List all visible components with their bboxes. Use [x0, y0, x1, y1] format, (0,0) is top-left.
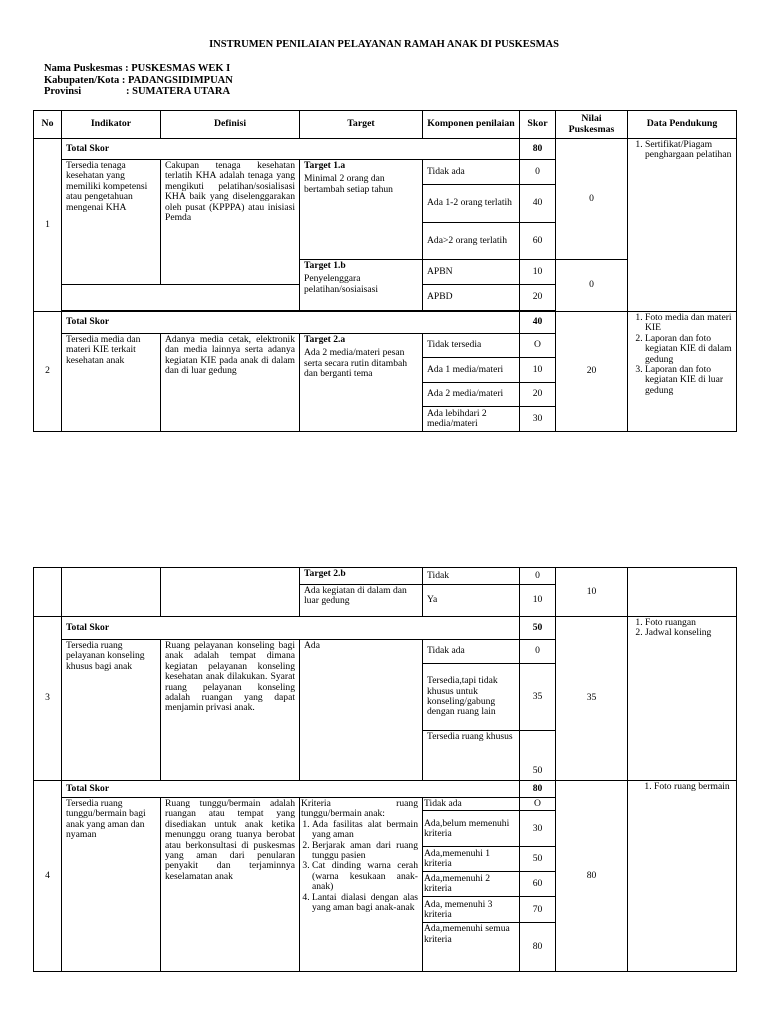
target-criteria-item: 3. Cat dinding warna cerah (warna kesukaan anak-anak)	[312, 861, 418, 892]
definisi-cell: Ruang pelayanan konseling bagi anak adalah tempat dimana kegiatan pelayanan konseling kesehatan anak dilakukan. Syarat ruang pelayanan konseling adalah ruangan yang dapat menjamin privasi anak.	[161, 640, 300, 781]
komponen-cell: Ada, memenuhi 3 kriteria	[423, 897, 520, 923]
skor-cell: 0	[520, 568, 556, 585]
komponen-cell: Ada 1-2 orang terlatih	[423, 185, 520, 223]
skor-cell: 0	[520, 640, 556, 664]
target-cell	[300, 334, 423, 432]
nilai-puskesmas: 0	[556, 260, 628, 312]
target-text: Minimal 2 orang dan bertambah setiap tahun	[304, 173, 393, 195]
total-skor-label: Total Skor	[62, 312, 520, 334]
komponen-cell: Tidak tersedia	[423, 334, 520, 358]
skor-cell: 80	[520, 923, 556, 972]
skor-cell: 50	[520, 731, 556, 781]
meta-puskesmas-label: Nama Puskesmas :	[44, 63, 129, 74]
header-indikator: Indikator	[62, 111, 161, 139]
komponen-cell: APBD	[423, 285, 520, 311]
definisi-cell: Cakupan tenaga kesehatan terlatih KHA adalah tenaga yang mengikuti pelatihan/sosialisasi KHA baik yang diselenggarakan oleh pusat (KPPPA) atau inisiasi Pemda	[161, 160, 300, 285]
skor-cell: O	[520, 334, 556, 358]
meta-provinsi-label: Provinsi	[44, 86, 82, 97]
target-title: Target 1.b	[304, 260, 346, 271]
header-pendukung: Data Pendukung	[628, 111, 737, 139]
table-row	[34, 139, 737, 160]
total-skor-value: 80	[520, 139, 556, 160]
komponen-cell: Tidak ada	[423, 798, 520, 811]
total-skor-value: 40	[520, 312, 556, 334]
table-row	[34, 312, 737, 334]
pendukung-item: 1. Foto ruangan	[645, 618, 732, 628]
target-title: Target 2.b	[300, 568, 423, 585]
nilai-puskesmas: 0	[556, 139, 628, 260]
meta-kabupaten-label: Kabupaten/Kota :	[44, 74, 126, 86]
total-skor-value: 50	[520, 617, 556, 640]
meta-kabupaten-value: PADANGSIDIMPUAN	[128, 74, 233, 86]
komponen-cell: Ada,belum memenuhi kriteria	[423, 811, 520, 847]
total-skor-label: Total Skor	[62, 781, 520, 798]
table-header-row	[34, 111, 737, 139]
meta-kabupaten	[44, 75, 233, 87]
pendukung-item: 2. Laporan dan foto kegiatan KIE di dalam gedung	[645, 334, 732, 365]
document-meta	[44, 63, 233, 98]
item-number: 2	[34, 312, 62, 432]
header-skor: Skor	[520, 111, 556, 139]
skor-cell: 60	[520, 223, 556, 260]
item-number: 1	[34, 139, 62, 312]
komponen-cell: Ada 2 media/materi	[423, 383, 520, 407]
indikator-cell	[62, 568, 161, 617]
indikator-cell: Tersedia ruang tunggu/bermain bagi anak yang aman dan nyaman	[62, 798, 161, 972]
assessment-table-part-1	[33, 110, 737, 432]
nilai-puskesmas: 80	[556, 781, 628, 972]
target-title: Target 2.a	[304, 334, 346, 345]
data-pendukung	[628, 781, 737, 972]
total-skor-value: 80	[520, 781, 556, 798]
skor-cell: 50	[520, 847, 556, 872]
empty-cell	[62, 285, 300, 311]
data-pendukung	[628, 312, 737, 432]
indikator-cell: Tersedia tenaga kesehatan yang memiliki kompetensi atau pengetahuan mengenai KHA	[62, 160, 161, 285]
table-row	[34, 617, 737, 640]
target-criteria-item: 1. Ada fasilitas alat bermain yang aman	[312, 820, 418, 841]
skor-cell: 0	[520, 160, 556, 185]
meta-puskesmas	[44, 63, 233, 75]
item-number: 4	[34, 781, 62, 972]
total-skor-label: Total Skor	[62, 139, 520, 160]
komponen-cell: Ada 1 media/materi	[423, 358, 520, 383]
definisi-cell	[161, 568, 300, 617]
data-pendukung	[628, 568, 737, 617]
target-intro: Kriteria ruang tunggu/bermain anak:	[301, 798, 418, 820]
indikator-cell: Tersedia ruang pelayanan konseling khusus bagi anak	[62, 640, 161, 781]
pendukung-item: 1. Foto ruang bermain	[654, 782, 732, 792]
skor-cell: 40	[520, 185, 556, 223]
komponen-cell: Ada,memenuhi 1 kriteria	[423, 847, 520, 872]
meta-provinsi-value: : SUMATERA UTARA	[126, 86, 231, 97]
skor-cell: 10	[520, 358, 556, 383]
item-number: 3	[34, 617, 62, 781]
komponen-cell: Tersedia ruang khusus	[423, 731, 520, 781]
skor-cell: 10	[520, 260, 556, 285]
header-no: No	[34, 111, 62, 139]
komponen-cell: Ada,memenuhi 2 kriteria	[423, 872, 520, 897]
skor-cell: 35	[520, 664, 556, 731]
document-title: INSTRUMEN PENILAIAN PELAYANAN RAMAH ANAK DI PUSKESMAS	[209, 39, 559, 50]
skor-cell: 30	[520, 407, 556, 432]
header-nilai: Nilai Puskesmas	[556, 111, 628, 139]
komponen-cell: Ya	[423, 585, 520, 617]
header-komponen: Komponen penilaian	[423, 111, 520, 139]
header-definisi: Definisi	[161, 111, 300, 139]
komponen-cell: Tidak ada	[423, 160, 520, 185]
target-text: Ada kegiatan di dalam dan luar gedung	[300, 585, 423, 617]
target-cell: Ada	[300, 640, 423, 781]
target-criteria-item: 2. Berjarak aman dari ruang tunggu pasien	[312, 841, 418, 862]
nilai-puskesmas: 35	[556, 617, 628, 781]
target-criteria-item: 4. Lantai dialasi dengan alas yang aman bagi anak-anak	[312, 893, 418, 914]
komponen-cell: Tidak ada	[423, 640, 520, 664]
data-pendukung	[628, 139, 737, 312]
skor-cell: 60	[520, 872, 556, 897]
pendukung-item: 1. Sertifikat/Piagam penghargaan pelatihan	[645, 140, 732, 161]
header-target: Target	[300, 111, 423, 139]
komponen-cell: Ada>2 orang terlatih	[423, 223, 520, 260]
skor-cell: O	[520, 798, 556, 811]
komponen-cell: Tidak	[423, 568, 520, 585]
komponen-cell: Ada,memenuhi semua kriteria	[423, 923, 520, 972]
target-cell	[300, 260, 423, 311]
skor-cell: 20	[520, 383, 556, 407]
komponen-cell: Tersedia,tapi tidak khusus untuk konseling/gabung dengan ruang lain	[423, 664, 520, 731]
pendukung-item: 3. Laporan dan foto kegiatan KIE di luar gedung	[645, 365, 732, 396]
skor-cell: 70	[520, 897, 556, 923]
target-text: Ada 2 media/materi pesan serta secara rutin ditambah dan berganti tema	[304, 347, 408, 380]
definisi-cell: Ruang tunggu/bermain adalah ruangan atau tempat yang disediakan untuk anak ketika menunggu orang tuanya berobat atau berkonsultasi di puskesmas yang aman dari penularan penyakit dan terjaminnya keselamatan anak	[161, 798, 300, 972]
target-cell	[300, 160, 423, 260]
nilai-puskesmas: 20	[556, 312, 628, 432]
skor-cell: 20	[520, 285, 556, 311]
table-row	[34, 568, 737, 585]
komponen-cell: APBN	[423, 260, 520, 285]
skor-cell: 10	[520, 585, 556, 617]
total-skor-label: Total Skor	[62, 617, 520, 640]
item-number	[34, 568, 62, 617]
target-title: Target 1.a	[304, 160, 346, 171]
definisi-cell: Adanya media cetak, elektronik dan media lainnya serta adanya kegiatan KIE pada anak di dalam dan di luar gedung	[161, 334, 300, 432]
target-text: Penyelenggara pelatihan/sosiaisasi	[304, 273, 379, 295]
pendukung-item: 1. Foto media dan materi KIE	[645, 313, 732, 334]
target-cell	[300, 798, 423, 972]
meta-puskesmas-value: PUSKESMAS WEK I	[131, 63, 231, 74]
indikator-cell: Tersedia media dan materi KIE terkait kesehatan anak	[62, 334, 161, 432]
pendukung-item: 2. Jadwal konseling	[645, 628, 732, 638]
skor-cell: 30	[520, 811, 556, 847]
komponen-cell: Ada lebihdari 2 media/materi	[423, 407, 520, 432]
table-row	[34, 781, 737, 798]
nilai-puskesmas: 10	[556, 568, 628, 617]
data-pendukung	[628, 617, 737, 781]
meta-provinsi	[44, 86, 233, 98]
assessment-table-part-2	[33, 567, 737, 972]
